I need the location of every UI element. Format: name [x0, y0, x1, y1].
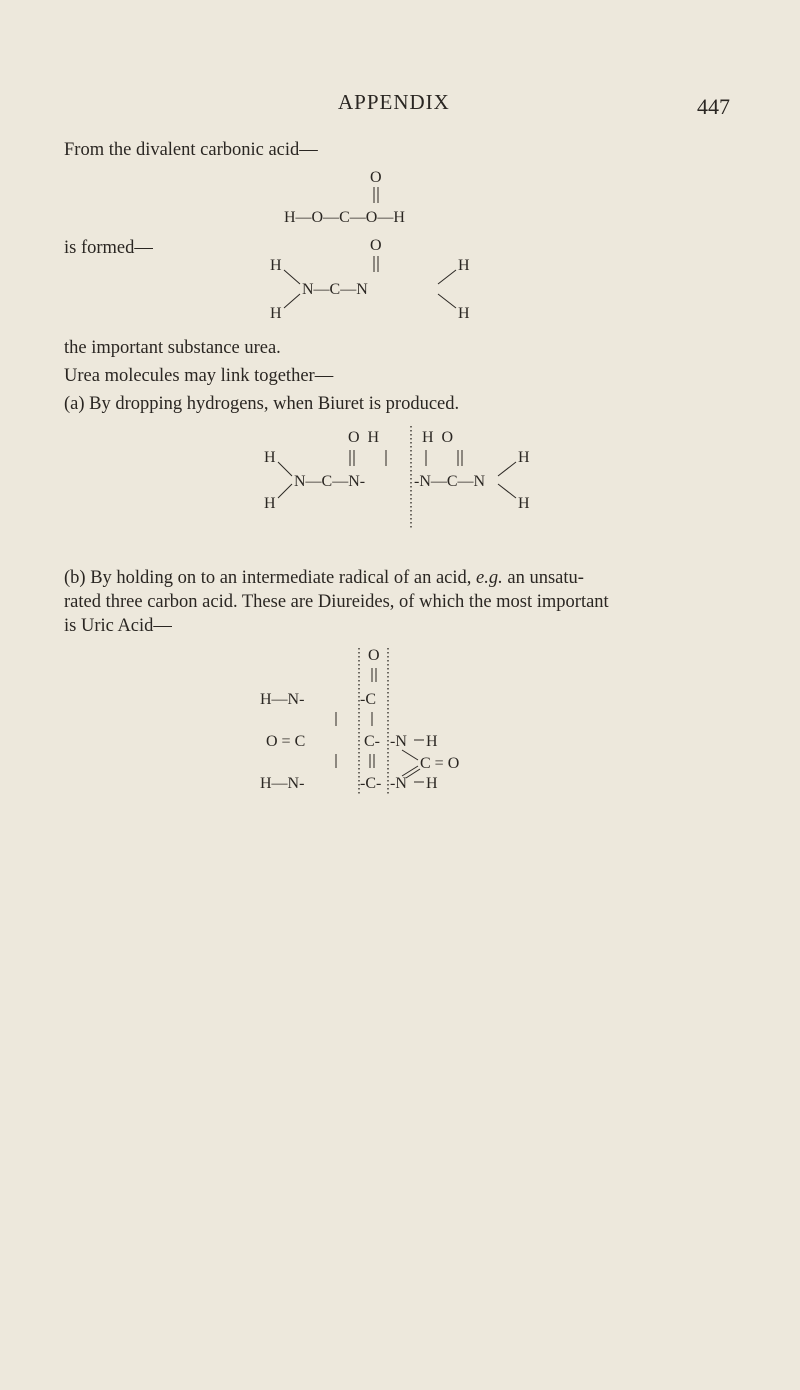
link-line: Urea molecules may link together—	[64, 366, 334, 386]
biuret-h-right-bottom: H	[518, 495, 530, 512]
uric-row2-h: H	[426, 733, 438, 750]
intro-line: From the divalent carbonic acid—	[64, 140, 318, 160]
biuret-bond-bl	[278, 484, 292, 498]
uric-row1-mid: -C	[360, 691, 376, 708]
uric-o-top: O	[368, 647, 380, 664]
carbonic-acid-o: O	[370, 169, 382, 186]
item-a	[64, 392, 459, 416]
urea-line: the important substance urea.	[64, 338, 281, 358]
biuret-h-left-bottom: H	[264, 495, 276, 512]
uric-bond-n-c-upper	[402, 750, 418, 760]
biuret-main-left: N—C—N-	[294, 473, 366, 490]
urea-formula	[262, 234, 522, 330]
biuret-bond-tl	[278, 462, 292, 476]
urea-h-right-top: H	[458, 257, 470, 274]
item-b-line-2: rated three carbon acid. These are Diureides, of which the most important	[64, 592, 609, 612]
uric-row3-h: H	[426, 775, 438, 792]
uric-row2-mid: C-	[364, 733, 380, 750]
uric-acid-formula	[256, 642, 556, 802]
page-header	[0, 90, 800, 120]
item-b-line-3: is Uric Acid—	[64, 616, 172, 636]
biuret-main-right: -N—C—N	[414, 473, 486, 490]
item-b-line-1	[64, 566, 584, 590]
uric-row1-left: H—N-	[260, 691, 305, 708]
uric-row3-mid: -C-	[360, 775, 382, 792]
running-head: APPENDIX	[338, 90, 450, 114]
bond-n-h-top-right	[438, 270, 456, 284]
bond-h-n-bottom-left	[284, 294, 300, 308]
bond-h-n-top-left	[284, 270, 300, 284]
item-a-text: By dropping hydrogens, when Biuret is produced.	[84, 394, 460, 414]
biuret-top-left: O H	[348, 429, 380, 446]
biuret-formula	[254, 422, 584, 534]
uric-row2-left: O = C	[266, 733, 306, 750]
urea-h-left-bottom: H	[270, 305, 282, 322]
page-number: 447	[697, 94, 730, 119]
uric-row2-right: -N	[390, 733, 407, 750]
carbonic-acid-main: H—O—C—O—H	[284, 209, 405, 226]
uric-row3-right: -N	[390, 775, 407, 792]
is-formed-line: is formed—	[64, 238, 153, 258]
item-b-text-1: By holding on to an intermediate radical of an acid,	[85, 568, 477, 588]
item-b-text-2: an unsatu-	[502, 568, 584, 588]
biuret-h-right-top: H	[518, 449, 530, 466]
uric-bond-n-c-lower-b	[406, 769, 420, 778]
item-a-label: (a)	[64, 394, 85, 414]
biuret-bond-br	[498, 484, 516, 498]
biuret-bond-tr	[498, 462, 516, 476]
urea-h-left-top: H	[270, 257, 282, 274]
urea-o: O	[370, 237, 382, 254]
biuret-top-right: H O	[422, 429, 454, 446]
urea-h-right-bottom: H	[458, 305, 470, 322]
item-b-eg: e.g.	[476, 568, 503, 588]
carbonic-acid-formula	[280, 166, 500, 234]
bond-n-h-bottom-right	[438, 294, 456, 308]
uric-co: C = O	[420, 755, 460, 772]
biuret-h-left-top: H	[264, 449, 276, 466]
item-b-label: (b)	[64, 568, 86, 588]
urea-main: N—C—N	[302, 281, 368, 298]
uric-row3-left: H—N-	[260, 775, 305, 792]
